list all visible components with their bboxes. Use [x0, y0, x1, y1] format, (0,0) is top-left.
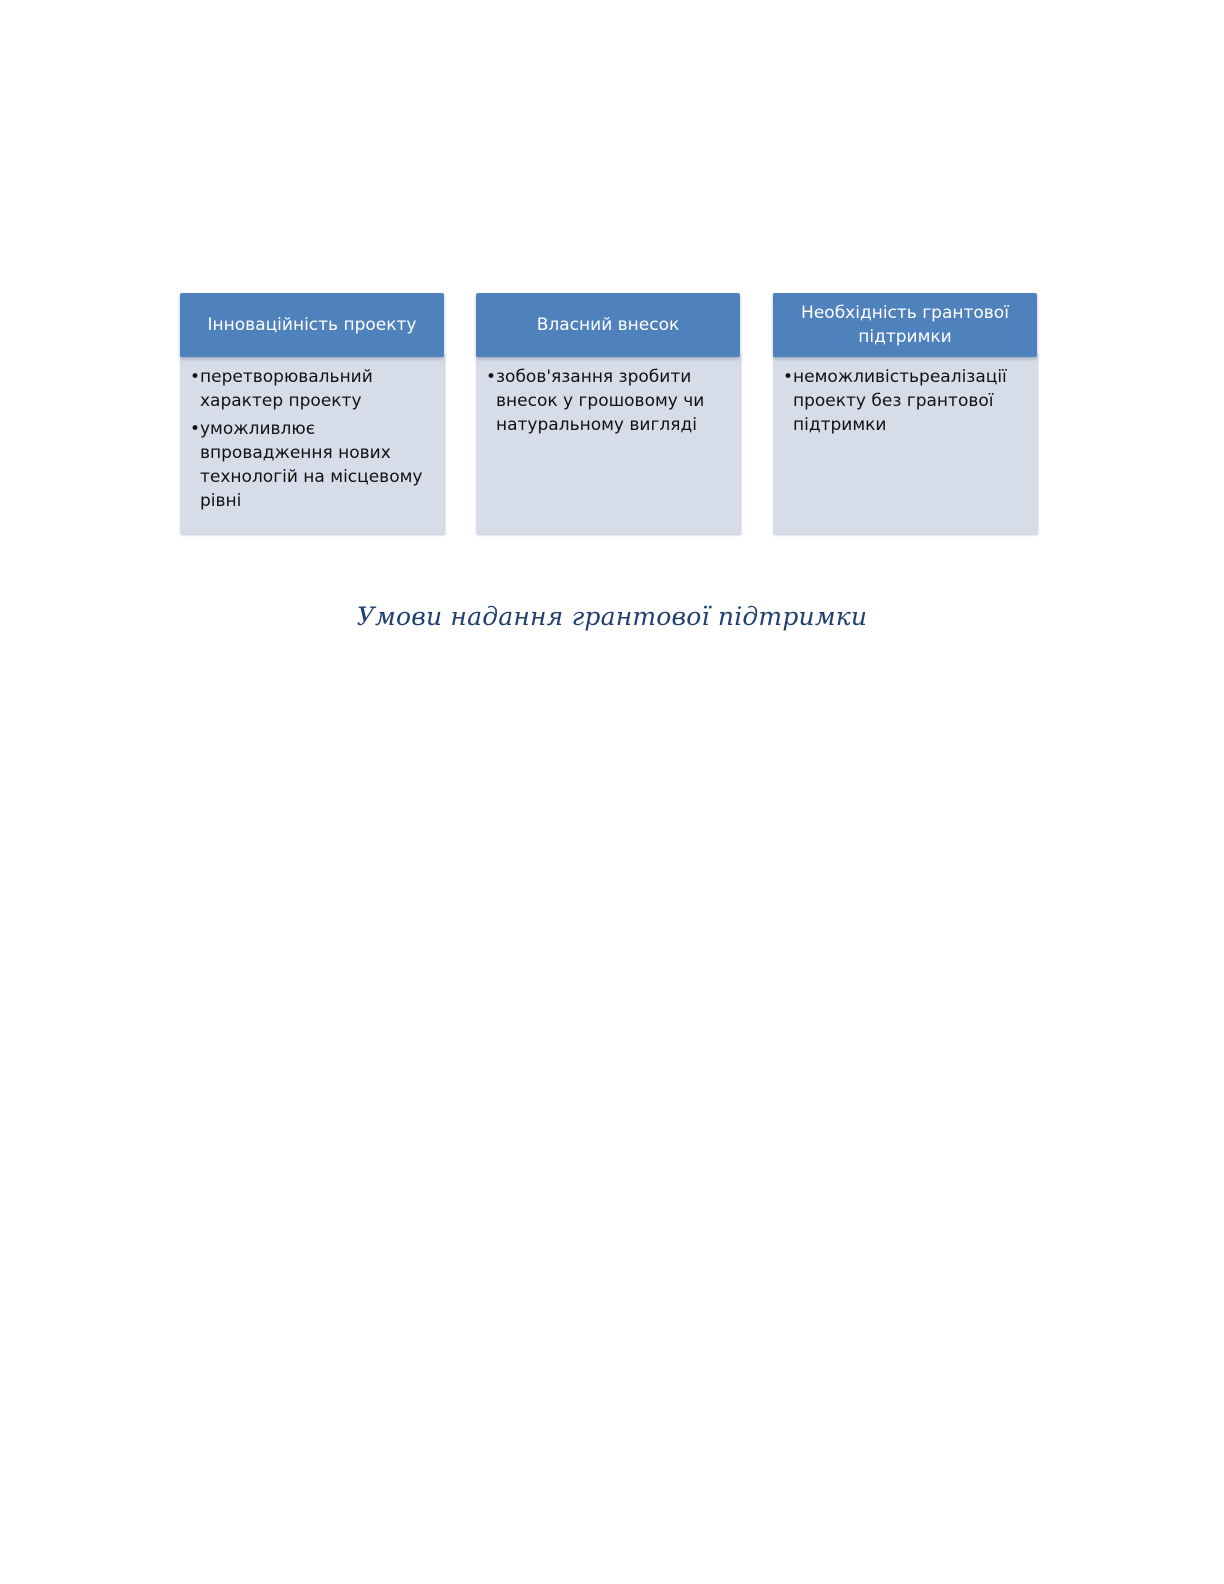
- bullet-icon: •: [486, 367, 497, 387]
- bullet-icon: •: [190, 419, 201, 439]
- card-body: [476, 353, 740, 534]
- list-item-text: зобов'язання зробити внесок у грошовому чи натуральному вигляді: [496, 367, 705, 435]
- bullet-icon: •: [190, 367, 201, 387]
- card-grant-necessity: [773, 293, 1037, 534]
- bullet-list: [486, 365, 730, 437]
- list-item: [783, 365, 1027, 437]
- card-body: [773, 353, 1037, 534]
- bullet-list: [783, 365, 1027, 437]
- bullet-icon: •: [783, 367, 794, 387]
- list-item: [190, 417, 434, 513]
- card-own-contribution: [476, 293, 740, 534]
- card-header: Власний внесок: [476, 293, 740, 357]
- list-item: [486, 365, 730, 437]
- list-item: [190, 365, 434, 413]
- figure-caption: Умови надання грантової підтримки: [356, 602, 868, 631]
- card-header: Інноваційність проекту: [180, 293, 444, 357]
- card-body: [180, 353, 444, 534]
- card-innovation: [180, 293, 444, 534]
- list-item-text: перетворювальний характер проекту: [200, 367, 373, 411]
- card-header: Необхідність грантової підтримки: [773, 293, 1037, 357]
- bullet-list: [190, 365, 434, 513]
- conditions-diagram: [180, 293, 1037, 534]
- list-item-text: неможливістьреалізації проекту без грантової підтримки: [793, 367, 1007, 435]
- list-item-text: уможливлює впровадження нових технологій на місцевому рівні: [200, 419, 423, 511]
